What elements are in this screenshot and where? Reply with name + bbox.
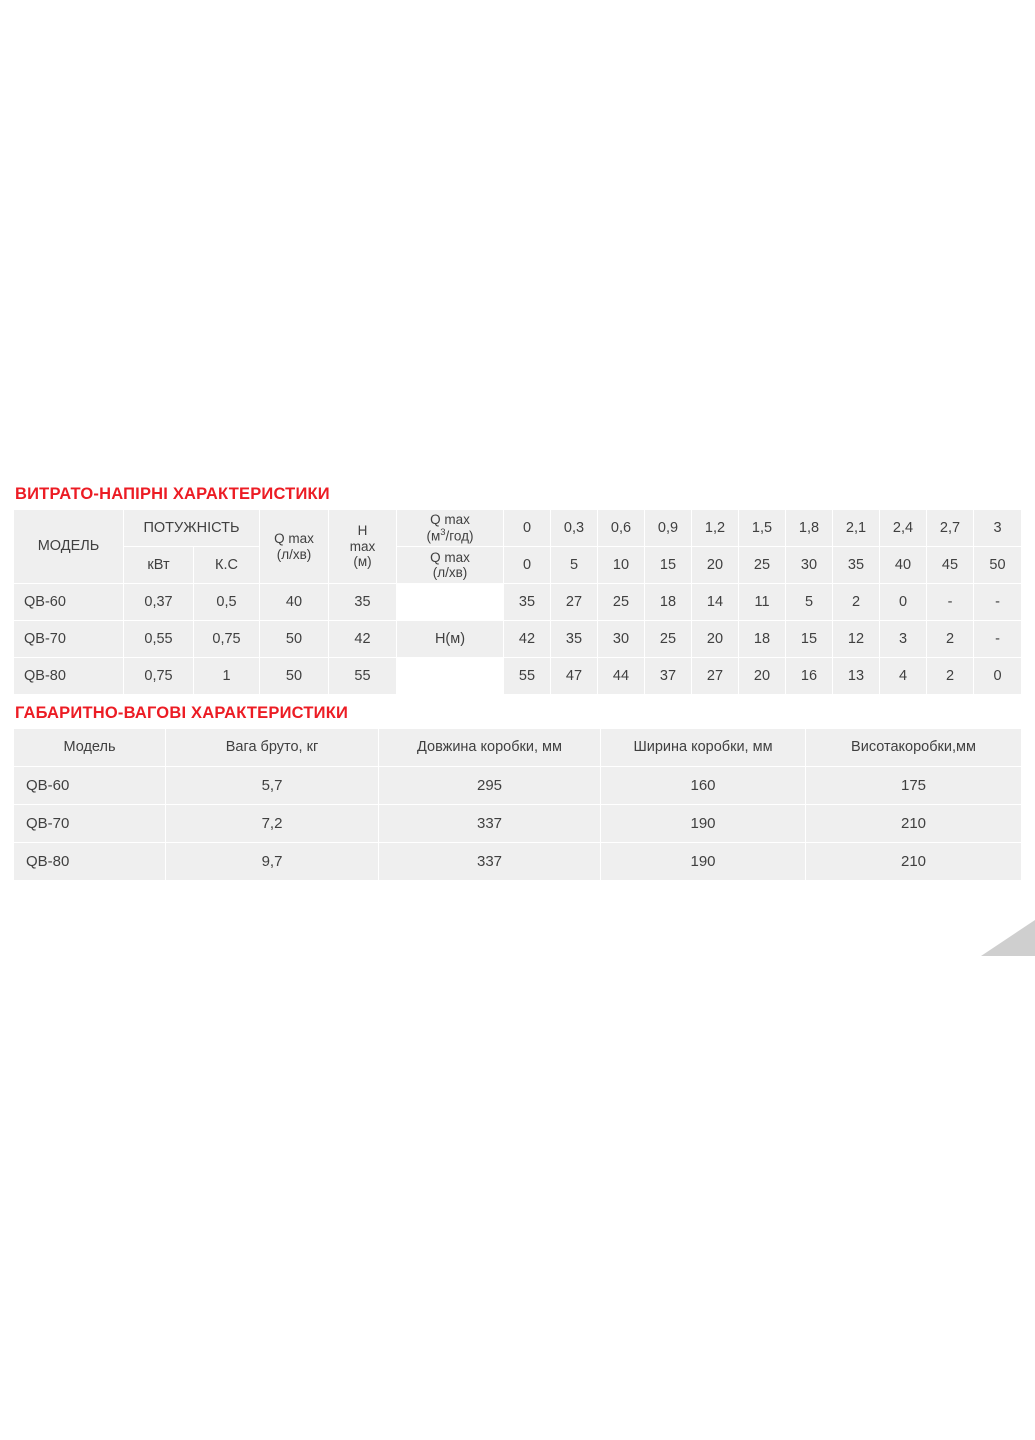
table-row [14, 805, 1022, 843]
q-lmin-1: 5 [551, 547, 598, 584]
dimensions-table [13, 728, 1022, 881]
table-row [14, 621, 1022, 658]
header-width: Ширина коробки, мм [601, 729, 806, 767]
row-qmax: 50 [260, 621, 329, 658]
header-qmax-lmin [260, 510, 329, 584]
unit-pre: (м [426, 528, 441, 544]
row-hp: 0,5 [194, 584, 260, 621]
row-value-4: 20 [692, 621, 739, 658]
row-width: 160 [601, 767, 806, 805]
header-hmax-sub: max [349, 538, 376, 554]
row-value-5: 20 [739, 658, 786, 695]
header-qmax-lmin-unit: (л/хв) [276, 546, 312, 562]
table-row [14, 584, 1022, 621]
row-model: QB-70 [14, 621, 124, 658]
specs-content [13, 485, 1021, 881]
row-value-6: 5 [786, 584, 833, 621]
q-m3h-2: 0,6 [598, 510, 645, 547]
unit-sup: 3 [440, 526, 446, 538]
row-length: 337 [379, 805, 601, 843]
row-kw: 0,75 [124, 658, 194, 695]
row-value-10: - [974, 621, 1022, 658]
row-length: 295 [379, 767, 601, 805]
q-lmin-3: 15 [645, 547, 692, 584]
header-hm: Н(м) [397, 621, 504, 658]
header-power: ПОТУЖНІСТЬ [124, 510, 260, 547]
table-header-row-1 [14, 510, 1022, 547]
q-m3h-1: 0,3 [551, 510, 598, 547]
row-model: QB-80 [14, 843, 166, 881]
q-m3h-4: 1,2 [692, 510, 739, 547]
header-qmax-lmin-label-2: Q max [430, 549, 470, 565]
q-m3h-7: 2,1 [833, 510, 880, 547]
row-width: 190 [601, 843, 806, 881]
q-lmin-2: 10 [598, 547, 645, 584]
row-value-6: 15 [786, 621, 833, 658]
q-lmin-6: 30 [786, 547, 833, 584]
header-hmax-unit: (м) [353, 554, 372, 570]
row-model: QB-60 [14, 584, 124, 621]
corner-decoration [981, 920, 1035, 980]
row-value-3: 25 [645, 621, 692, 658]
flow-characteristics-table [13, 509, 1022, 695]
row-value-4: 14 [692, 584, 739, 621]
q-lmin-8: 40 [880, 547, 927, 584]
row-value-3: 18 [645, 584, 692, 621]
header-qmax-lmin-2 [397, 547, 504, 584]
header-model: МОДЕЛЬ [14, 510, 124, 584]
q-lmin-10: 50 [974, 547, 1022, 584]
row-height: 175 [806, 767, 1022, 805]
row-value-7: 13 [833, 658, 880, 695]
row-value-1: 47 [551, 658, 598, 695]
table-row [14, 767, 1022, 805]
row-weight: 7,2 [166, 805, 379, 843]
q-m3h-5: 1,5 [739, 510, 786, 547]
row-hp: 0,75 [194, 621, 260, 658]
row-kw: 0,37 [124, 584, 194, 621]
unit-post: /год) [445, 528, 474, 544]
row-hmax: 55 [329, 658, 397, 695]
row-value-9: 2 [927, 658, 974, 695]
q-lmin-4: 20 [692, 547, 739, 584]
q-m3h-9: 2,7 [927, 510, 974, 547]
q-m3h-8: 2,4 [880, 510, 927, 547]
header-hmax [329, 510, 397, 584]
q-m3h-6: 1,8 [786, 510, 833, 547]
row-value-2: 25 [598, 584, 645, 621]
row-width: 190 [601, 805, 806, 843]
row-value-6: 16 [786, 658, 833, 695]
corner-triangle-icon [981, 920, 1035, 956]
row-height: 210 [806, 805, 1022, 843]
row-value-0: 42 [504, 621, 551, 658]
row-hmax: 35 [329, 584, 397, 621]
spacer-cell-bottom [397, 658, 504, 695]
table-row [14, 843, 1022, 881]
header-weight: Вага бруто, кг [166, 729, 379, 767]
row-value-5: 11 [739, 584, 786, 621]
row-value-3: 37 [645, 658, 692, 695]
row-height: 210 [806, 843, 1022, 881]
header-qmax-m3h-label: Q max [430, 512, 470, 528]
row-model: QB-60 [14, 767, 166, 805]
row-value-7: 12 [833, 621, 880, 658]
header-length: Довжина коробки, мм [379, 729, 601, 767]
row-value-1: 35 [551, 621, 598, 658]
row-value-4: 27 [692, 658, 739, 695]
table-header-row [14, 729, 1022, 767]
q-m3h-3: 0,9 [645, 510, 692, 547]
row-qmax: 50 [260, 658, 329, 695]
row-length: 337 [379, 843, 601, 881]
row-model: QB-70 [14, 805, 166, 843]
row-value-5: 18 [739, 621, 786, 658]
header-height: Висотакоробки,мм [806, 729, 1022, 767]
table-row [14, 658, 1022, 695]
row-qmax: 40 [260, 584, 329, 621]
row-model: QB-80 [14, 658, 124, 695]
row-value-2: 30 [598, 621, 645, 658]
row-value-0: 35 [504, 584, 551, 621]
q-lmin-7: 35 [833, 547, 880, 584]
header-power-kw: кВт [124, 547, 194, 584]
header-hmax-label: H [357, 523, 368, 539]
row-value-10: 0 [974, 658, 1022, 695]
row-value-10: - [974, 584, 1022, 621]
row-value-1: 27 [551, 584, 598, 621]
dimensions-section-title: ГАБАРИТНО-ВАГОВІ ХАРАКТЕРИСТИКИ [15, 704, 349, 723]
q-m3h-0: 0 [504, 510, 551, 547]
row-hmax: 42 [329, 621, 397, 658]
header-qmax-m3h [397, 510, 504, 547]
row-weight: 9,7 [166, 843, 379, 881]
table-header-row-2 [14, 547, 1022, 584]
row-value-8: 4 [880, 658, 927, 695]
row-value-8: 0 [880, 584, 927, 621]
row-value-8: 3 [880, 621, 927, 658]
row-value-9: - [927, 584, 974, 621]
row-value-7: 2 [833, 584, 880, 621]
q-lmin-9: 45 [927, 547, 974, 584]
header-qmax-lmin-unit-2: (л/хв) [432, 565, 468, 581]
row-value-2: 44 [598, 658, 645, 695]
row-value-0: 55 [504, 658, 551, 695]
flow-section-title: ВИТРАТО-НАПІРНІ ХАРАКТЕРИСТИКИ [15, 485, 330, 503]
row-value-9: 2 [927, 621, 974, 658]
header-qmax-m3h-unit [397, 528, 503, 544]
row-weight: 5,7 [166, 767, 379, 805]
row-hp: 1 [194, 658, 260, 695]
spacer-cell-top [397, 584, 504, 621]
q-m3h-10: 3 [974, 510, 1022, 547]
header-qmax-lmin-label: Q max [274, 531, 314, 547]
header-power-hp: К.С [194, 547, 260, 584]
header-model: Модель [14, 729, 166, 767]
q-lmin-5: 25 [739, 547, 786, 584]
row-kw: 0,55 [124, 621, 194, 658]
q-lmin-0: 0 [504, 547, 551, 584]
